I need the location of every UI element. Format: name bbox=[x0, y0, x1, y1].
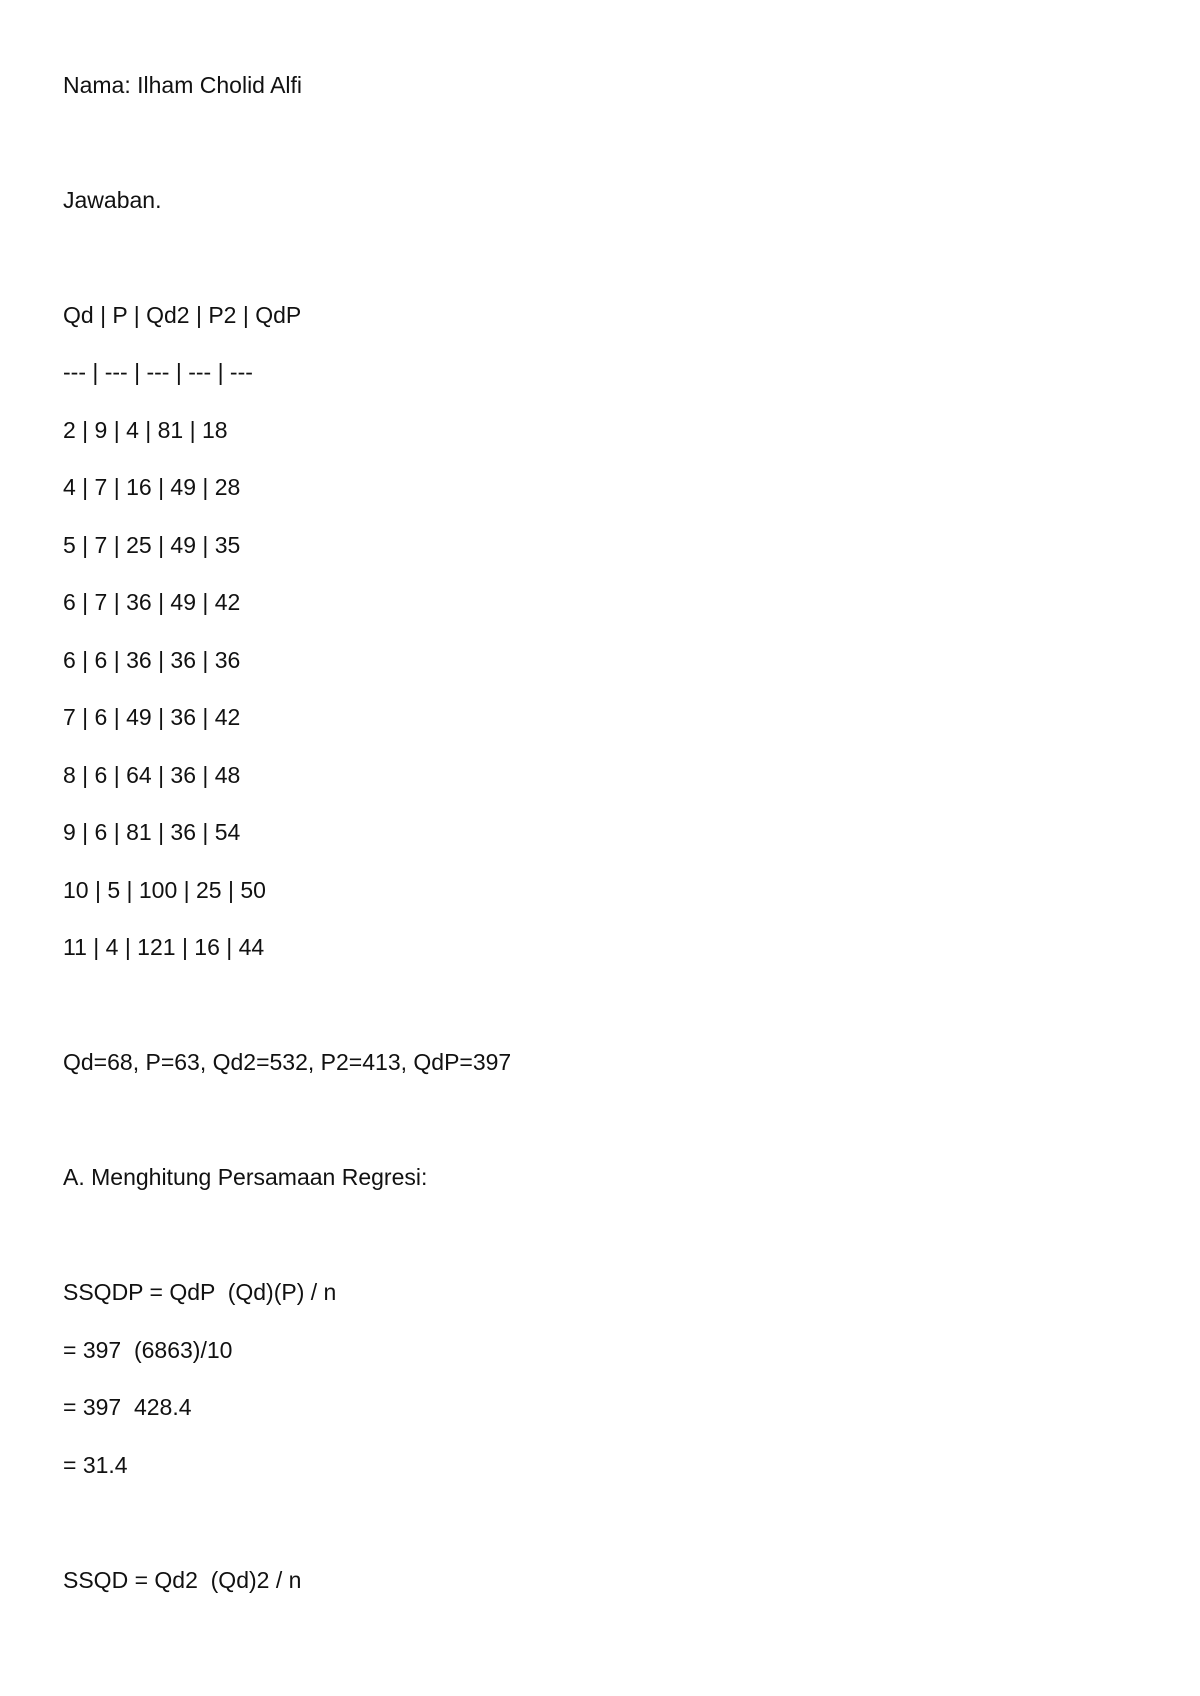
table-header: Qd | P | Qd2 | P2 | QdP bbox=[63, 302, 302, 328]
answer-label: Jawaban. bbox=[63, 187, 162, 213]
ssqdp-formula: SSQDP = QdP (Qd)(P) / n bbox=[63, 1279, 337, 1305]
ssqdp-result: = 31.4 bbox=[63, 1452, 128, 1478]
table-row: 6 | 6 | 36 | 36 | 36 bbox=[63, 647, 241, 673]
totals-line: Qd=68, P=63, Qd2=532, P2=413, QdP=397 bbox=[63, 1049, 512, 1075]
ssqd-formula: SSQD = Qd2 (Qd)2 / n bbox=[63, 1567, 302, 1593]
table-row: 4 | 7 | 16 | 49 | 28 bbox=[63, 474, 241, 500]
table-row: 5 | 7 | 25 | 49 | 35 bbox=[63, 532, 241, 558]
ssqdp-step: = 397 428.4 bbox=[63, 1394, 192, 1420]
table-separator: --- | --- | --- | --- | --- bbox=[63, 359, 253, 385]
table-row: 7 | 6 | 49 | 36 | 42 bbox=[63, 704, 241, 730]
table-row: 8 | 6 | 64 | 36 | 48 bbox=[63, 762, 241, 788]
section-a-title: A. Menghitung Persamaan Regresi: bbox=[63, 1164, 428, 1190]
table-row: 2 | 9 | 4 | 81 | 18 bbox=[63, 417, 228, 443]
name-line: Nama: Ilham Cholid Alfi bbox=[63, 72, 303, 98]
table-row: 9 | 6 | 81 | 36 | 54 bbox=[63, 819, 241, 845]
table-row: 6 | 7 | 36 | 49 | 42 bbox=[63, 589, 241, 615]
table-row: 11 | 4 | 121 | 16 | 44 bbox=[63, 934, 265, 960]
ssqdp-step: = 397 (6863)/10 bbox=[63, 1337, 233, 1363]
table-row: 10 | 5 | 100 | 25 | 50 bbox=[63, 877, 266, 903]
